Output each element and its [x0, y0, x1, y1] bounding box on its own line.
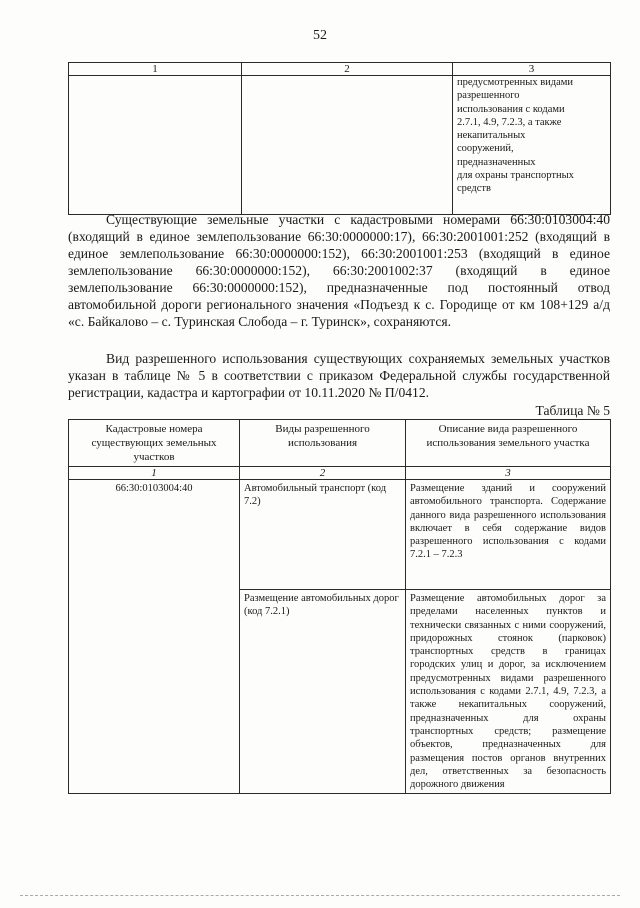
paragraph-existing-plots — [68, 211, 610, 330]
continuation-line: 2.7.1, 4.9, 7.2.3, а также — [457, 116, 562, 128]
cadastral-number: 66:30:0103004:40 — [69, 480, 240, 794]
column-number: 2 — [240, 467, 406, 480]
continuation-line: средств — [457, 183, 491, 195]
paragraph-text: Существующие земельные участки с кадастровыми номерами 66:30:0103004:40 (входящий в единое землепользование 66:30:0000000:17), 66:30:2001001:252 (входящий в единое землепользование 66:30:0000000:152), 66:30:2001001:253 (входящий в единое землепользование 66:30:0000000:152), 66:30:2001002:37 (входящий в единое землепользование 66:30:0000000:152), предназначенные под постоянный отвод автомобильной дороги регионального значения «Подъезд к с. Городище от км 108+129 а/д «с. Байкалово – с. Туринская Слобода – г. Туринск», сохраняются. — [68, 212, 610, 329]
continuation-cell — [453, 76, 611, 215]
continuation-table — [68, 62, 611, 215]
paragraph-permitted-use — [68, 350, 610, 401]
continuation-line: предусмотренных видами — [457, 77, 574, 88]
column-number: 3 — [453, 63, 611, 76]
paragraph-text: Вид разрешенного использования существующих сохраняемых земельных участков указан в таблице № 5 в соответствии с приказом Федеральной службы государственной регистрации, кадастра и картографии от 10.11.2020 № П/0412. — [68, 351, 610, 400]
permitted-use-table — [68, 419, 611, 794]
column-number: 3 — [406, 467, 611, 480]
use-type: Автомобильный транспорт (код 7.2) — [240, 480, 406, 590]
page-number: 52 — [313, 28, 327, 43]
column-number: 1 — [69, 63, 242, 76]
scan-edge — [20, 895, 620, 896]
continuation-line: использования с кодами — [457, 103, 565, 115]
column-number: 2 — [242, 63, 453, 76]
continuation-line: разрешенного — [457, 90, 520, 102]
table-label: Таблица № 5 — [535, 403, 610, 418]
header-description: Описание вида разрешенного использования земельного участка — [406, 420, 611, 467]
continuation-line: сооружений, — [457, 143, 514, 155]
continuation-line: для охраны транспортных — [457, 170, 574, 182]
continuation-line: некапитальных — [457, 130, 526, 142]
empty-cell — [242, 76, 453, 215]
column-number: 1 — [69, 467, 240, 480]
header-cadastral: Кадастровые номера существующих земельных участков — [69, 420, 240, 467]
continuation-line: предназначенных — [457, 156, 536, 168]
empty-cell — [69, 76, 242, 215]
header-use-types: Виды разрешенного использования — [240, 420, 406, 467]
use-type: Размещение автомобильных дорог (код 7.2.1) — [240, 590, 406, 794]
use-description: Размещение зданий и сооружений автомобильного транспорта. Содержание данного вида разрешенного использования включает в себя содержание видов разрешенного использования с кодами 7.2.1 – 7.2.3 — [406, 480, 611, 590]
use-description: Размещение автомобильных дорог за пределами населенных пунктов и технически связанных с ними сооружений, придорожных стоянок (парковок) транспортных средств в границах городских улиц и дорог, за исключением предусмотренных видами разрешенного использования с кодами 2.7.1, 4.9, 7.2.3, а также некапитальных сооружений, предназначенных для охраны транспортных средств; размещение объектов, предназначенных для размещения постов органов внутренних дел, ответственных за безопасность дорожного движения — [406, 590, 611, 794]
